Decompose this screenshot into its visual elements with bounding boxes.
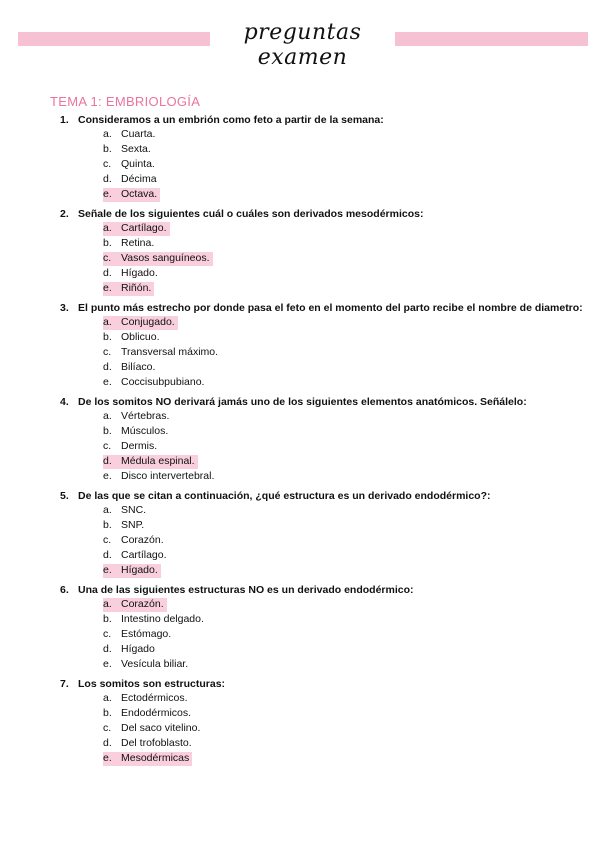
option-text: SNC.: [121, 504, 147, 516]
question-text: De los somitos NO derivará jamás uno de los siguientes elementos anatómicos. Señálelo:: [78, 396, 527, 408]
answer-option-highlighted: [103, 564, 161, 578]
question-number: 3.: [60, 302, 69, 314]
answer-option: [103, 128, 157, 142]
option-letter: e.: [103, 752, 112, 764]
option-text: Transversal máximo.: [121, 346, 219, 358]
option-letter: e.: [103, 282, 112, 294]
option-text: Ectodérmicos.: [121, 692, 188, 704]
answer-option: [103, 707, 193, 721]
option-text: Del trofoblasto.: [121, 737, 192, 749]
answer-option-highlighted: [103, 316, 178, 330]
answer-option-highlighted: [103, 222, 170, 236]
header-band-right: [395, 32, 588, 46]
answer-option: [103, 470, 216, 484]
answer-option: [103, 519, 146, 533]
option-letter: b.: [103, 425, 112, 437]
option-letter: b.: [103, 707, 112, 719]
option-letter: d.: [103, 549, 112, 561]
option-text: Hígado.: [121, 564, 158, 576]
question-text: Los somitos son estructuras:: [78, 678, 226, 690]
answer-option: [103, 613, 206, 627]
option-letter: c.: [103, 722, 112, 734]
option-text: Vasos sanguíneos.: [121, 252, 210, 264]
option-letter: c.: [103, 252, 112, 264]
answer-option: [103, 658, 190, 672]
question-heading: [60, 584, 414, 596]
question-heading: [60, 396, 527, 408]
option-letter: a.: [103, 128, 112, 140]
answer-option: [103, 504, 148, 518]
question-heading: [60, 302, 583, 314]
answer-option: [103, 440, 159, 454]
question-text: De las que se citan a continuación, ¿qué estructura es un derivado endodérmico?:: [78, 490, 491, 502]
answer-option: [103, 534, 166, 548]
question-text: Señale de los siguientes cuál o cuáles son derivados mesodérmicos:: [78, 208, 424, 220]
option-letter: d.: [103, 737, 112, 749]
option-letter: e.: [103, 188, 112, 200]
option-letter: d.: [103, 361, 112, 373]
header-band-left: [18, 32, 210, 46]
answer-option-highlighted: [103, 188, 160, 202]
question-text: Una de las siguientes estructuras NO es un derivado endodérmico:: [78, 584, 414, 596]
option-letter: d.: [103, 455, 112, 467]
option-text: Cartílago.: [121, 222, 167, 234]
option-letter: a.: [103, 222, 112, 234]
option-text: Endodérmicos.: [121, 707, 192, 719]
option-letter: a.: [103, 504, 112, 516]
option-text: Del saco vitelino.: [121, 722, 201, 734]
option-text: Conjugado.: [121, 316, 175, 328]
question-number: 7.: [60, 678, 69, 690]
option-text: Dermis.: [121, 440, 158, 452]
question-number: 4.: [60, 396, 69, 408]
option-letter: b.: [103, 143, 112, 155]
section-title: TEMA 1: EMBRIOLOGÍA: [50, 94, 201, 109]
option-text: Oblicuo.: [121, 331, 160, 343]
answer-option: [103, 376, 206, 390]
option-text: Retina.: [121, 237, 155, 249]
option-text: Músculos.: [121, 425, 169, 437]
option-text: Disco intervertebral.: [121, 470, 215, 482]
answer-option: [103, 549, 169, 563]
option-letter: e.: [103, 376, 112, 388]
option-text: Bilíaco.: [121, 361, 156, 373]
option-letter: b.: [103, 237, 112, 249]
answer-option-highlighted: [103, 282, 154, 296]
question-number: 2.: [60, 208, 69, 220]
option-text: SNP.: [121, 519, 145, 531]
option-text: Quinta.: [121, 158, 155, 170]
option-text: Coccisubpubiano.: [121, 376, 205, 388]
option-letter: b.: [103, 331, 112, 343]
option-letter: a.: [103, 598, 112, 610]
answer-option-highlighted: [103, 455, 198, 469]
answer-option: [103, 628, 173, 642]
option-text: Décima: [121, 173, 157, 185]
option-letter: b.: [103, 519, 112, 531]
option-letter: c.: [103, 440, 112, 452]
answer-option: [103, 643, 157, 657]
option-text: Médula espinal.: [121, 455, 195, 467]
option-text: Corazón.: [121, 598, 164, 610]
answer-option: [103, 425, 170, 439]
answer-option: [103, 173, 159, 187]
question-number: 5.: [60, 490, 69, 502]
answer-option: [103, 237, 156, 251]
answer-option: [103, 267, 160, 281]
answer-option: [103, 143, 153, 157]
option-letter: a.: [103, 316, 112, 328]
answer-option: [103, 737, 194, 751]
question-text: El punto más estrecho por donde pasa el feto en el momento del parto recibe el nombre de diametro:: [78, 302, 583, 314]
option-text: Corazón.: [121, 534, 164, 546]
question-text: Consideramos a un embrión como feto a partir de la semana:: [78, 114, 384, 126]
answer-option: [103, 158, 157, 172]
option-letter: d.: [103, 643, 112, 655]
answer-option-highlighted: [103, 752, 192, 766]
option-text: Vesícula biliar.: [121, 658, 189, 670]
option-text: Sexta.: [121, 143, 151, 155]
question-heading: [60, 208, 423, 220]
option-text: Cartílago.: [121, 549, 167, 561]
option-text: Cuarta.: [121, 128, 156, 140]
option-text: Mesodérmicas: [121, 752, 190, 764]
option-letter: a.: [103, 410, 112, 422]
option-letter: c.: [103, 346, 112, 358]
option-text: Hígado.: [121, 267, 158, 279]
answer-option: [103, 361, 157, 375]
option-letter: d.: [103, 267, 112, 279]
option-letter: c.: [103, 534, 112, 546]
option-text: Octava.: [121, 188, 158, 200]
option-text: Intestino delgado.: [121, 613, 204, 625]
question-number: 1.: [60, 114, 69, 126]
option-letter: e.: [103, 564, 112, 576]
option-letter: e.: [103, 658, 112, 670]
answer-option-highlighted: [103, 252, 213, 266]
option-letter: c.: [103, 158, 112, 170]
page-header: [0, 20, 600, 70]
option-letter: c.: [103, 628, 112, 640]
answer-option-highlighted: [103, 598, 167, 612]
option-letter: b.: [103, 613, 112, 625]
question-heading: [60, 490, 491, 502]
option-text: Riñón.: [121, 282, 152, 294]
answer-option: [103, 331, 162, 345]
question-heading: [60, 114, 384, 126]
answer-option: [103, 346, 220, 360]
option-text: Hígado: [121, 643, 155, 655]
option-letter: d.: [103, 173, 112, 185]
option-letter: a.: [103, 692, 112, 704]
option-text: Estómago.: [121, 628, 172, 640]
answer-option: [103, 410, 171, 424]
question-number: 6.: [60, 584, 69, 596]
option-letter: e.: [103, 470, 112, 482]
option-text: Vértebras.: [121, 410, 170, 422]
answer-option: [103, 692, 190, 706]
page-title: preguntas examen: [243, 20, 362, 70]
question-heading: [60, 678, 225, 690]
answer-option: [103, 722, 202, 736]
